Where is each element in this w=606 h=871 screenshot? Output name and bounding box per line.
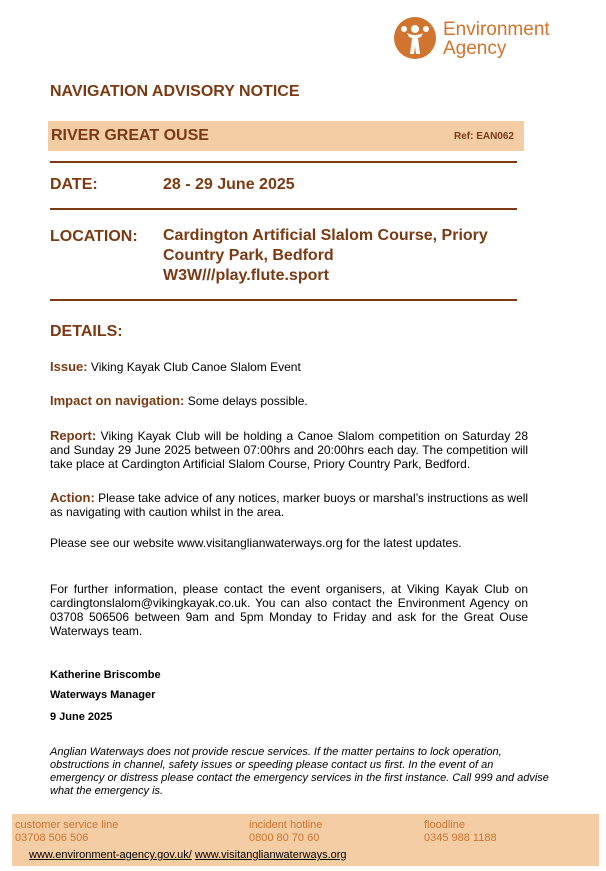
action-label: Action: [50, 490, 95, 505]
date-label: DATE: [50, 176, 98, 193]
visit-anglian-waterways-link[interactable]: www.visitanglianwaterways.org [194, 849, 347, 861]
issue-label: Issue: [50, 359, 88, 374]
signatory-name: Katherine Briscombe [50, 669, 161, 681]
impact-label: Impact on navigation: [50, 393, 185, 408]
river-name: RIVER GREAT OUSE [51, 127, 209, 144]
footer [12, 814, 599, 866]
floodline-label: floodline [424, 819, 465, 831]
floodline-number: 0345 988 1188 [424, 832, 497, 844]
notice-title: NAVIGATION ADVISORY NOTICE [50, 83, 300, 100]
logo-line-2: Agency [443, 38, 507, 59]
impact-text: Some delays possible. [187, 394, 308, 408]
issue-text: Viking Kayak Club Canoe Slalom Event [90, 360, 301, 374]
reference-number: Ref: EAN062 [453, 131, 514, 142]
location-line-1: Cardington Artificial Slalom Course, Priory [163, 227, 488, 244]
notice-date: 9 June 2025 [50, 711, 113, 723]
signatory-role: Waterways Manager [50, 689, 156, 701]
customer-service-label: customer service line [15, 819, 119, 831]
impact-paragraph [50, 394, 535, 408]
river-band [48, 121, 524, 151]
location-value [163, 226, 523, 286]
incident-hotline-label: incident hotline [249, 819, 323, 831]
action-text: Please take advice of any notices, marker buoys or marshal’s instructions as well as navigating with caution whilst in the area. [50, 491, 529, 519]
disclaimer: Anglian Waterways does not provide rescue services. If the matter pertains to lock operation, obstructions in channel, safety issues or speeding please contact us first. In the event of an emergency or distress please contact the emergency services in the first instance. Call 999 and advise what the emergency is. [50, 746, 549, 797]
divider [50, 161, 517, 163]
customer-service-number: 03708 506 506 [15, 832, 89, 844]
report-label: Report: [50, 428, 97, 443]
issue-paragraph [50, 360, 535, 374]
details-heading: DETAILS: [50, 323, 123, 340]
incident-hotline-number: 0800 80 70 60 [249, 832, 320, 844]
location-line-2: Country Park, Bedford [163, 247, 334, 264]
logo-line-1: Environment [443, 19, 550, 40]
location-label: LOCATION: [50, 228, 138, 245]
divider [50, 208, 517, 210]
environment-agency-logo [393, 16, 563, 64]
location-what3words: W3W///play.flute.sport [163, 267, 329, 284]
report-text: Viking Kayak Club will be holding a Canoe Slalom competition on Saturday 28 and Sunday 29 June 2025 between 07:00hrs and 20:00hrs each day. The competition will take place at Cardington Artificial Slalom Course, Priory Country Park, Bedford. [50, 429, 528, 471]
footer-links [29, 849, 347, 861]
divider [50, 299, 517, 301]
further-info: For further information, please contact the event organisers, at Viking Kayak Club on cardingtonslalom@vikingkayak.co.uk. You can also contact the Environment Agency on 03708 506506 between 9am and 5pm Monday to Friday and ask for the Great Ouse Waterways team. [50, 582, 528, 638]
date-value: 28 - 29 June 2025 [163, 176, 295, 193]
website-note: Please see our website www.visitanglianwaterways.org for the latest updates. [50, 536, 462, 550]
tree-person-icon [393, 16, 437, 60]
action-paragraph [50, 491, 535, 519]
environment-agency-link[interactable]: www.environment-agency.gov.uk/ [29, 849, 192, 861]
report-paragraph [50, 429, 528, 471]
